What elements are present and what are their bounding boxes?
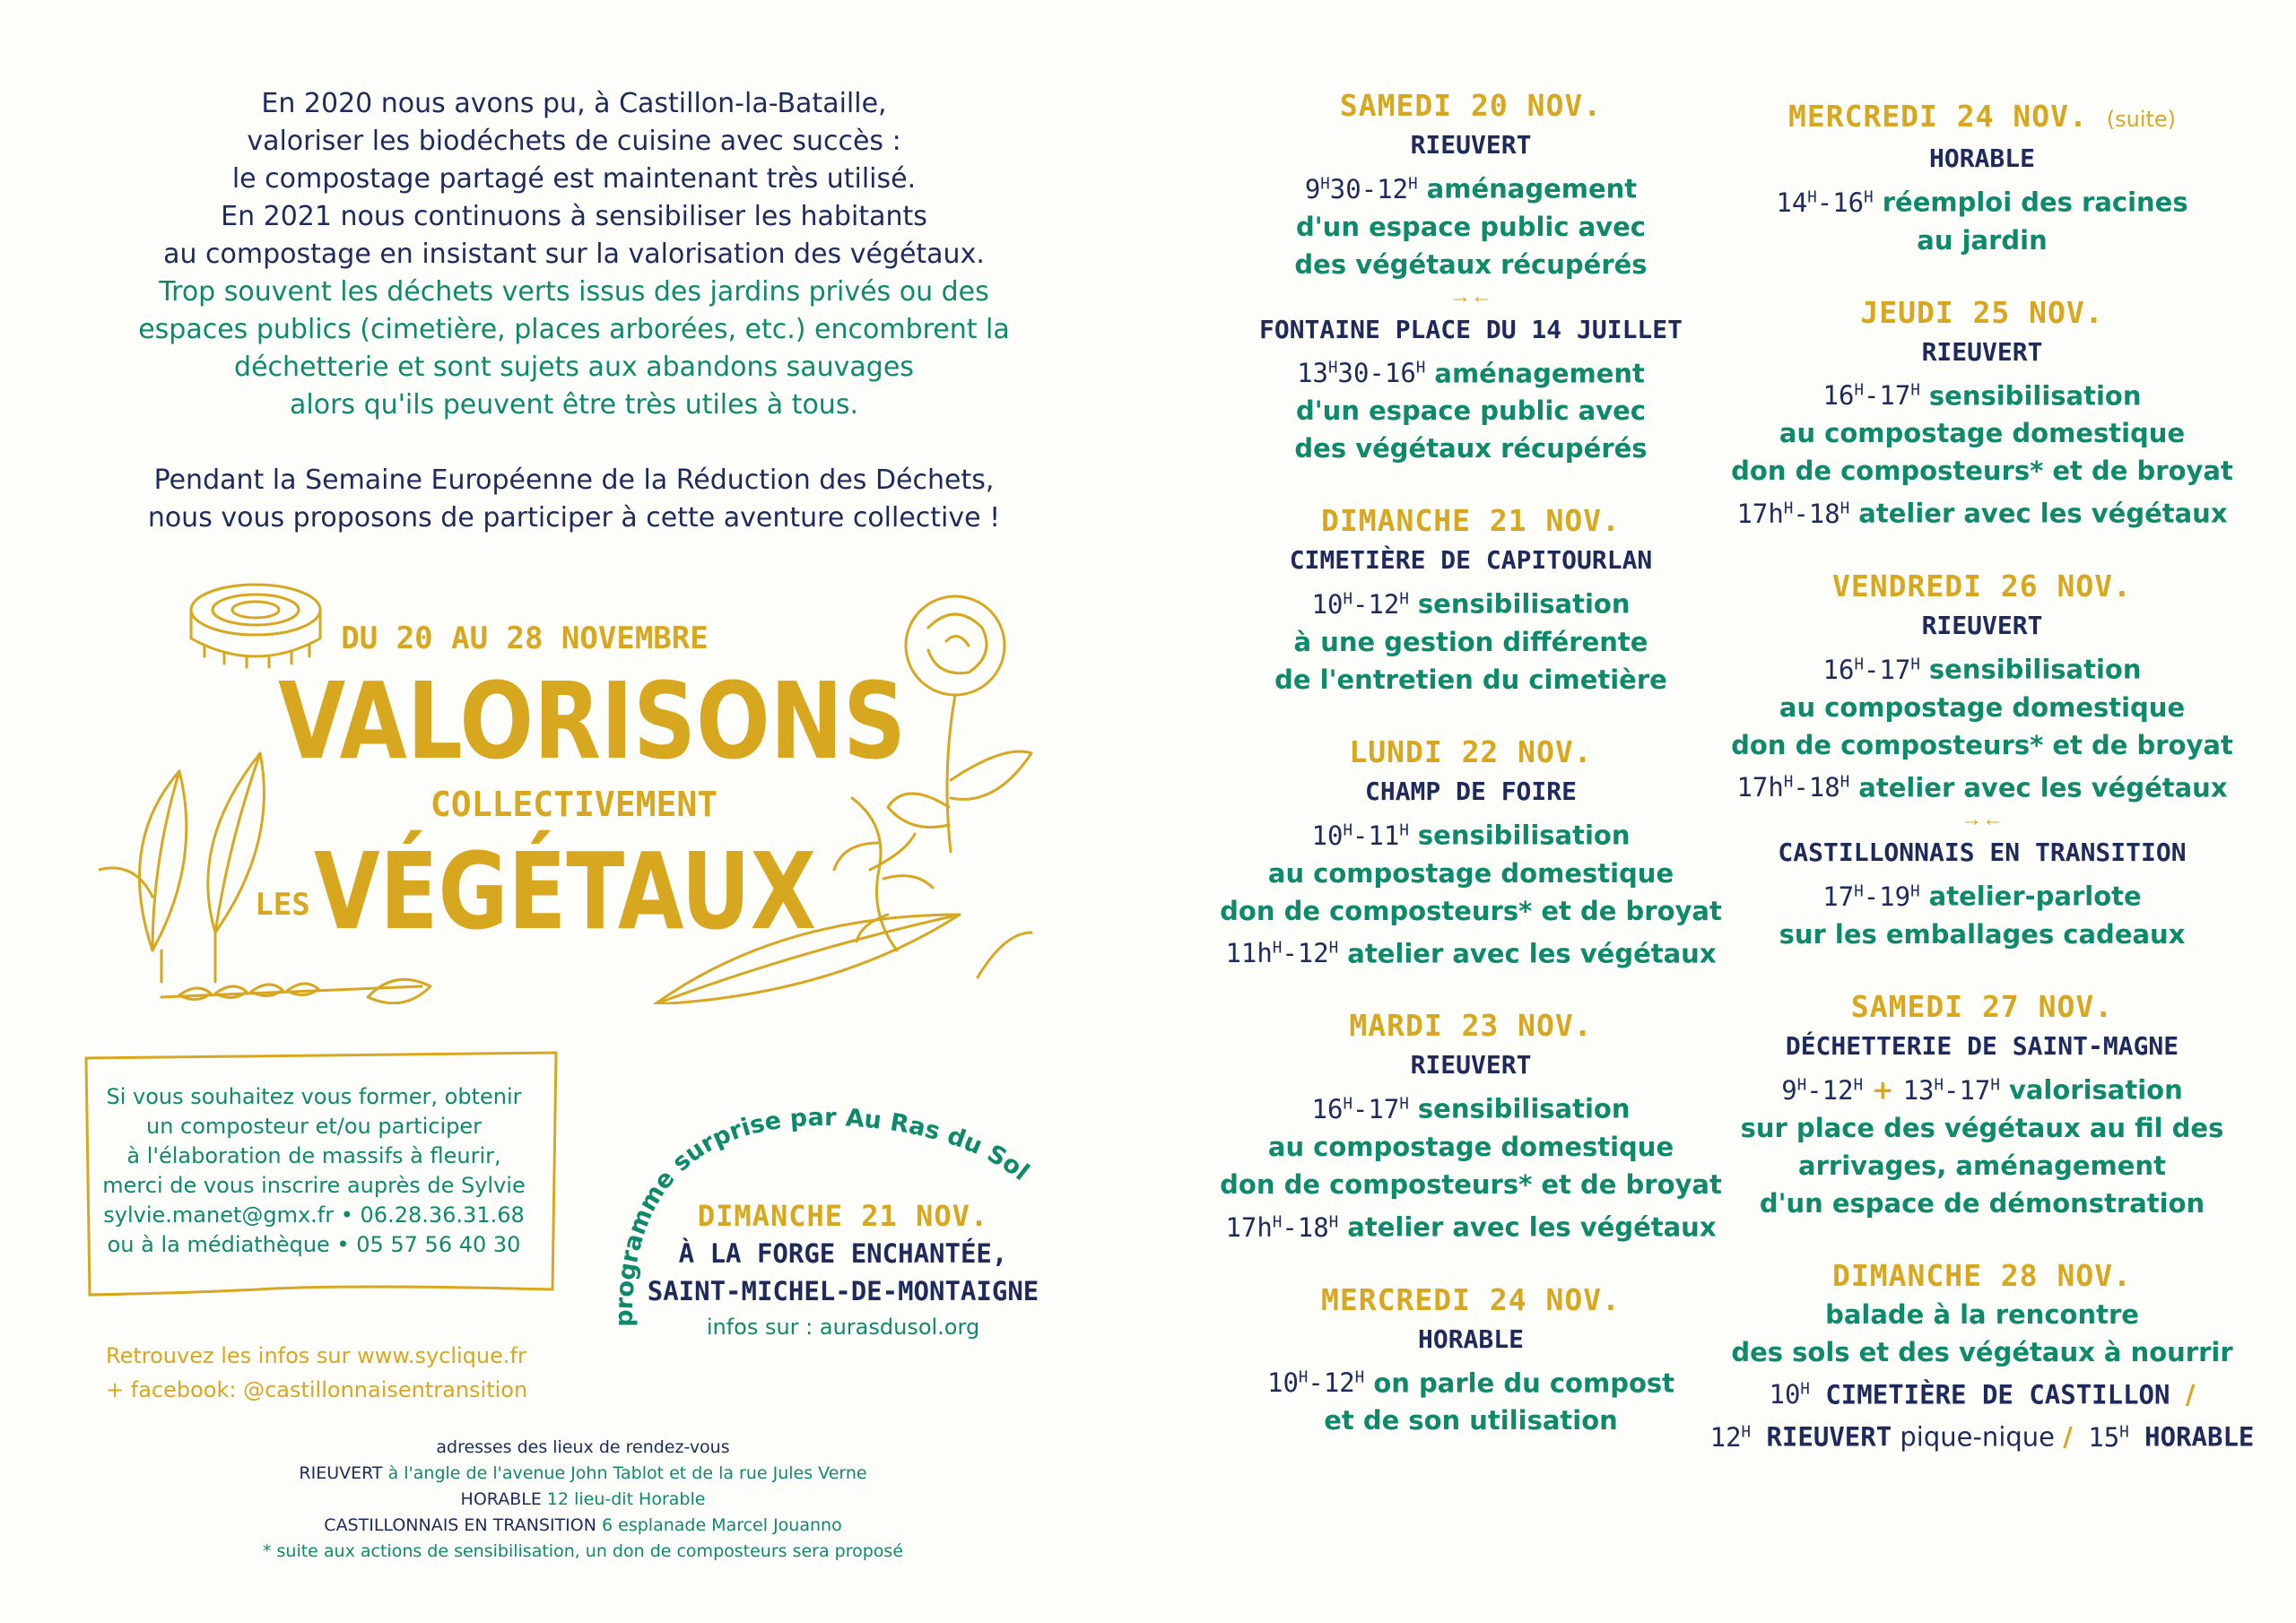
day-date: LUNDI 22 NOV. bbox=[1349, 733, 1593, 769]
activity: à une gestion différente bbox=[1293, 626, 1648, 657]
activity: des végétaux récupérés bbox=[1294, 248, 1648, 280]
activity: des végétaux récupérés bbox=[1294, 433, 1648, 464]
day-date: MERCREDI 24 NOV. (suite) bbox=[1787, 99, 2177, 134]
schedule-column-1 bbox=[1206, 86, 1735, 1439]
activity: $17h^H-18^H$ atelier avec les végétaux bbox=[1736, 498, 2228, 529]
intro-line: au compostage en insistant sur la valorisation des végétaux. bbox=[163, 239, 985, 270]
day-place: CHAMP DE FOIRE bbox=[1364, 776, 1577, 806]
day-mardi-23 bbox=[1206, 1006, 1735, 1245]
day-date: JEUDI 25 NOV. bbox=[1860, 294, 2104, 330]
address-row bbox=[233, 1461, 933, 1487]
day-place: CIMETIÈRE DE CAPITOURLAN bbox=[1289, 545, 1653, 576]
arrows-separator-icon: →← bbox=[1961, 807, 2004, 832]
poster-word-vegetaux: VÉGÉTAUX bbox=[314, 829, 816, 953]
day-date: MARDI 23 NOV. bbox=[1349, 1008, 1593, 1044]
day-date: DIMANCHE 21 NOV. bbox=[1321, 503, 1621, 539]
activity: d'un espace public avec bbox=[1296, 211, 1646, 242]
activity: $11h^H-12^H$ atelier avec les végétaux bbox=[1225, 938, 1717, 969]
activity: $10^H-12^H$ on parle du compost bbox=[1266, 1367, 1674, 1399]
day-mercredi-24-suite bbox=[1704, 97, 2260, 259]
footnote: * suite aux actions de sensibilisation, un don de composteurs sera proposé bbox=[262, 1541, 904, 1561]
social-links bbox=[106, 1339, 527, 1407]
addresses-title: adresses des lieux de rendez-vous bbox=[436, 1437, 730, 1457]
intro-line: déchetterie et sont sujets aux abandons sauvages bbox=[234, 352, 914, 383]
day-samedi-20 bbox=[1206, 86, 1735, 467]
activity: $9^H30-12^H$ aménagement bbox=[1304, 173, 1638, 204]
activity: $17h^H-18^H$ atelier avec les végétaux bbox=[1736, 772, 2228, 803]
activity: au compostage domestique bbox=[1267, 1131, 1674, 1162]
contact-mediatheque: ou à la médiathèque • 05 57 56 40 30 bbox=[107, 1232, 521, 1257]
day-place: RIEUVERT bbox=[1921, 610, 2043, 640]
activity: au compostage domestique bbox=[1779, 418, 2186, 449]
activity: $10^H-11^H$ sensibilisation bbox=[1311, 820, 1631, 851]
day-place: HORABLE bbox=[1417, 1324, 1524, 1354]
info-line: Si vous souhaitez vous former, obtenir bbox=[106, 1084, 522, 1109]
day-samedi-27 bbox=[1704, 987, 2260, 1222]
activity: don de composteurs* et de broyat bbox=[1731, 729, 2233, 760]
surprise-info-link[interactable]: infos sur : aurasdusol.org bbox=[706, 1315, 980, 1340]
day-place: CASTILLONNAIS EN TRANSITION bbox=[1778, 838, 2187, 868]
intro-line: En 2020 nous avons pu, à Castillon-la-Bataille, bbox=[261, 88, 887, 119]
surprise-event bbox=[628, 1197, 1058, 1344]
info-line: un composteur et/ou participer bbox=[145, 1114, 482, 1139]
address-detail: 6 esplanade Marcel Jouanno bbox=[596, 1515, 842, 1535]
intro-line: En 2021 nous continuons à sensibiliser les habitants bbox=[221, 201, 927, 232]
flower-icon bbox=[888, 596, 1031, 852]
day-mercredi-24 bbox=[1206, 1280, 1735, 1440]
info-line: à l'élaboration de massifs à fleurir, bbox=[126, 1143, 501, 1168]
activity: d'un espace de démonstration bbox=[1759, 1187, 2205, 1219]
address-detail: 12 lieu-dit Horable bbox=[541, 1489, 706, 1509]
surprise-date: DIMANCHE 21 NOV. bbox=[697, 1199, 989, 1233]
activity: $14^H-16^H$ réemploi des racines bbox=[1776, 187, 2188, 218]
activity: $17^H-19^H$ atelier-parlote bbox=[1822, 881, 2142, 912]
day-date: SAMEDI 27 NOV. bbox=[1850, 988, 2114, 1024]
intro-line: Trop souvent les déchets verts issus des jardins privés ou des bbox=[159, 276, 989, 308]
address-place: HORABLE bbox=[460, 1489, 542, 1509]
facebook-link[interactable]: + facebook: @castillonnaisentransition bbox=[106, 1377, 528, 1402]
addresses bbox=[233, 1435, 933, 1565]
poster-illustration bbox=[99, 574, 1040, 1004]
day-place: HORABLE bbox=[1928, 143, 2035, 173]
intro-line: espaces publics (cimetière, places arborées, etc.) encombrent la bbox=[138, 314, 1010, 345]
address-detail: à l'angle de l'avenue John Tablot et de la rue Jules Verne bbox=[382, 1463, 867, 1483]
activity: des sols et des végétaux à nourrir bbox=[1731, 1336, 2233, 1367]
poster-word-les: LES bbox=[255, 887, 310, 923]
arrows-separator-icon: →← bbox=[1449, 283, 1492, 308]
day-dimanche-21 bbox=[1206, 501, 1735, 699]
activity: $10^H-12^H$ sensibilisation bbox=[1311, 588, 1631, 620]
day-lundi-22 bbox=[1206, 733, 1735, 972]
activity: et de son utilisation bbox=[1324, 1405, 1618, 1436]
surprise-place: SAINT-MICHEL-DE-MONTAIGNE bbox=[647, 1276, 1039, 1306]
info-box-text bbox=[90, 1082, 538, 1260]
activity: $13^H30-16^H$ aménagement bbox=[1297, 358, 1645, 389]
website-link[interactable]: Retrouvez les infos sur www.syclique.fr bbox=[106, 1343, 526, 1368]
activity: $16^H-17^H$ sensibilisation bbox=[1822, 654, 2142, 685]
schedule-column-2 bbox=[1704, 97, 2260, 1456]
day-place: RIEUVERT bbox=[1410, 1050, 1532, 1081]
activity: arrivages, aménagement bbox=[1798, 1150, 2166, 1181]
day-place: DÉCHETTERIE DE SAINT-MAGNE bbox=[1785, 1030, 2179, 1061]
activity: don de composteurs* et de broyat bbox=[1731, 456, 2233, 487]
address-place: RIEUVERT bbox=[299, 1463, 383, 1483]
day-place: RIEUVERT bbox=[1921, 336, 2043, 367]
poster-dates: DU 20 AU 28 NOVEMBRE bbox=[341, 621, 709, 656]
intro-line: Pendant la Semaine Européenne de la Réduction des Déchets, bbox=[153, 464, 995, 496]
day-place: FONTAINE PLACE DU 14 JUILLET bbox=[1258, 314, 1683, 344]
activity: $16^H-17^H$ sensibilisation bbox=[1311, 1093, 1631, 1124]
activity: $12^H$ RIEUVERT pique-nique / $15^H$ HORABLE bbox=[1709, 1421, 2255, 1453]
intro-line: le compostage partagé est maintenant très utilisé. bbox=[231, 163, 917, 195]
suite-label: (suite) bbox=[2106, 107, 2177, 132]
activity: au compostage domestique bbox=[1779, 691, 2186, 723]
intro-text bbox=[135, 85, 1013, 537]
address-place: CASTILLONNAIS EN TRANSITION bbox=[324, 1515, 596, 1535]
leaves-left-icon bbox=[99, 753, 264, 982]
day-jeudi-25 bbox=[1704, 293, 2260, 533]
wood-slice-icon bbox=[191, 585, 320, 667]
day-date: DIMANCHE 28 NOV. bbox=[1832, 1257, 2132, 1293]
surprise-place: À LA FORGE ENCHANTÉE, bbox=[678, 1238, 1008, 1269]
info-line: merci de vous inscrire auprès de Sylvie bbox=[102, 1173, 526, 1198]
activity: de l'entretien du cimetière bbox=[1274, 664, 1667, 695]
activity: $17h^H-18^H$ atelier avec les végétaux bbox=[1225, 1211, 1717, 1243]
activity: balade à la rencontre bbox=[1825, 1298, 2139, 1330]
activity: sur place des végétaux au fil des bbox=[1740, 1112, 2224, 1143]
activity: $10^H$ CIMETIÈRE DE CASTILLON / bbox=[1769, 1379, 2196, 1410]
activity: d'un espace public avec bbox=[1296, 395, 1646, 427]
intro-line: valoriser les biodéchets de cuisine avec succès : bbox=[247, 126, 901, 157]
day-place: RIEUVERT bbox=[1410, 130, 1532, 160]
roots-icon bbox=[834, 798, 933, 950]
address-row bbox=[233, 1487, 933, 1513]
activity: $16^H-17^H$ sensibilisation bbox=[1822, 380, 2142, 412]
activity: au jardin bbox=[1917, 224, 2048, 256]
day-vendredi-26 bbox=[1704, 567, 2260, 953]
intro-line: nous vous proposons de participer à cette aventure collective ! bbox=[147, 502, 1001, 534]
contact-email-phone[interactable]: sylvie.manet@gmx.fr • 06.28.36.31.68 bbox=[103, 1202, 525, 1228]
poster-word-collectivement: COLLECTIVEMENT bbox=[430, 785, 718, 824]
intro-line: alors qu'ils peuvent être très utiles à tous. bbox=[290, 389, 858, 421]
activity: sur les emballages cadeaux bbox=[1779, 918, 2186, 950]
day-dimanche-28 bbox=[1704, 1256, 2260, 1456]
activity: don de composteurs* et de broyat bbox=[1220, 1168, 1722, 1200]
address-row bbox=[233, 1513, 933, 1539]
day-date: MERCREDI 24 NOV. bbox=[1321, 1281, 1621, 1317]
day-date: VENDREDI 26 NOV. bbox=[1832, 568, 2132, 603]
poster-word-valorisons: VALORISONS bbox=[278, 659, 906, 783]
surprise-arc-label: programme surprise par Au Ras du Sol bbox=[610, 1103, 1035, 1327]
activity: au compostage domestique bbox=[1267, 857, 1674, 889]
wheat-icon bbox=[161, 979, 430, 1002]
day-date: SAMEDI 20 NOV. bbox=[1339, 88, 1603, 123]
activity: don de composteurs* et de broyat bbox=[1220, 895, 1722, 926]
activity: $9^H-12^H + 13^H-17^H$ valorisation bbox=[1781, 1074, 2183, 1106]
